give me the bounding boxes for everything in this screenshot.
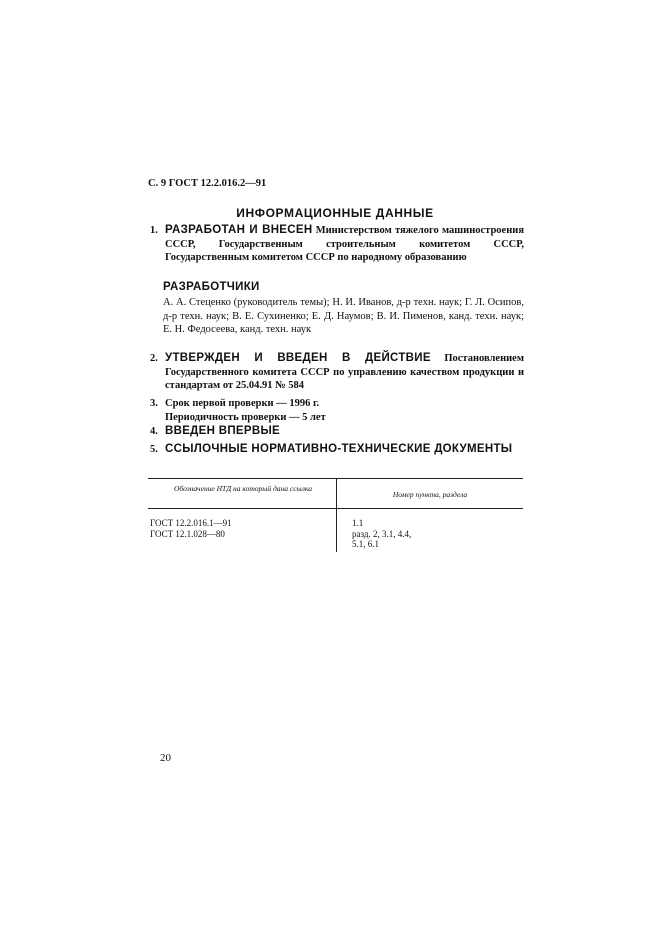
clause-row: 5.1, 6.1 (352, 539, 379, 549)
item-text: Постановлением Государственного комитета СССР по управлению качеством продукции и стандартам от 25.04.91 № 584 (165, 353, 524, 392)
table-header-rule (148, 508, 523, 509)
item-number: 2. (150, 353, 158, 364)
clause-row: 1.1 (352, 518, 364, 528)
clause-row: разд. 2, 3.1, 4.4, (352, 528, 412, 539)
page-number: 20 (160, 752, 171, 764)
document-title: ИНФОРМАЦИОННЫЕ ДАННЫЕ (236, 206, 434, 220)
info-item-approved (150, 352, 524, 393)
item-caps-label: ВВЕДЕН ВПЕРВЫЕ (165, 425, 280, 437)
info-item-review (150, 397, 524, 424)
table-column-divider (336, 478, 337, 552)
item-number: 3. (150, 398, 158, 409)
review-first: Срок первой проверки — 1996 г. (165, 398, 320, 409)
item-caps-label: УТВЕРЖДЕН И ВВЕДЕН В ДЕЙСТВИЕ (165, 352, 431, 364)
table-cell-clause (352, 518, 411, 550)
page-header: С. 9 ГОСТ 12.2.016.2—91 (148, 178, 267, 189)
ntd-row: ГОСТ 12.2.016.1—91 (150, 518, 232, 528)
info-item-introduced (150, 425, 524, 439)
item-number: 4. (150, 426, 158, 437)
review-period: Периодичность проверки — 5 лет (165, 411, 326, 423)
item-text: Министерством тяжелого машиностроения СССР, Государственным строительным комитетом СССР, Государственным комитетом СССР по народному образованию (165, 225, 524, 264)
developers-heading: РАЗРАБОТЧИКИ (163, 281, 260, 293)
table-cell-ntd (150, 518, 232, 539)
item-number: 5. (150, 444, 158, 455)
table-header-ntd: Обозначение НТД на который дана ссылка (174, 484, 312, 493)
item-caps-label: РАЗРАБОТАН И ВНЕСЕН (165, 224, 313, 236)
item-caps-label: ССЫЛОЧНЫЕ НОРМАТИВНО-ТЕХНИЧЕСКИЕ ДОКУМЕНТЫ (165, 443, 513, 455)
item-number: 1. (150, 225, 158, 236)
info-item-developed (150, 224, 524, 265)
info-item-references (150, 443, 524, 457)
table-header-clause: Номер пункта, раздела (392, 490, 468, 499)
ntd-row: ГОСТ 12.1.028—80 (150, 528, 225, 539)
developers-list: А. А. Стеценко (руководитель темы); Н. И. Иванов, д-р техн. наук; Г. Л. Осипов, д-р техн. наук; В. Е. Сухиненко; Е. Д. Наумов; В. И. Пименов, канд. техн. наук; Е. Н. Федосеева, канд. техн. наук (163, 297, 524, 336)
